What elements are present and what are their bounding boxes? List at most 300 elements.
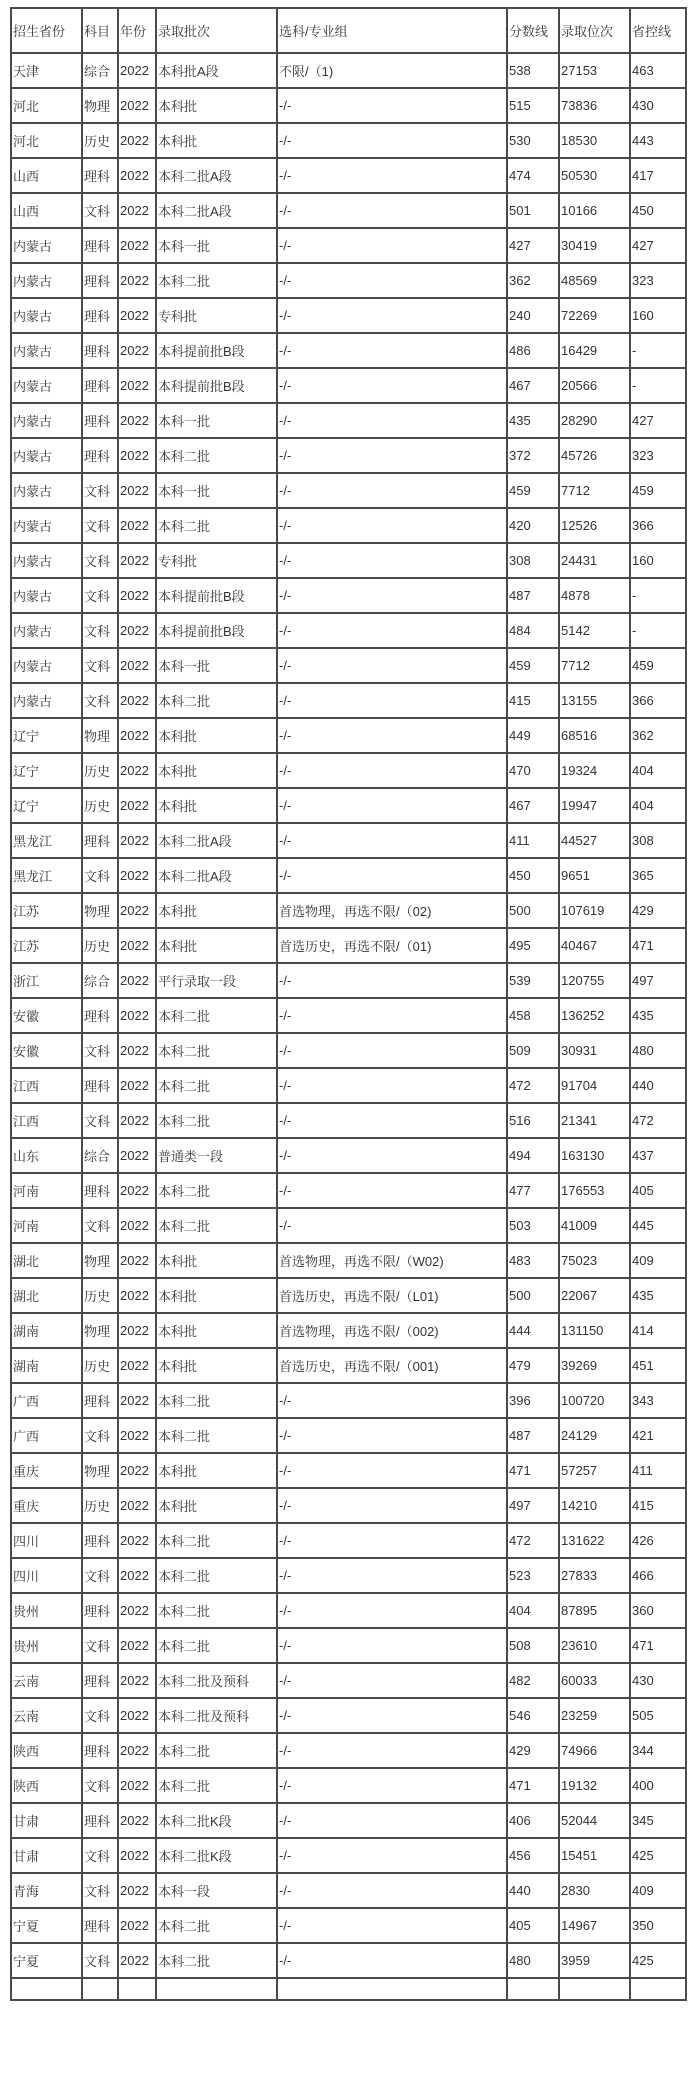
cell-province: 宁夏 xyxy=(11,1908,82,1943)
cell-subject-group: -/- xyxy=(277,543,507,578)
cell-subject-group: -/- xyxy=(277,1208,507,1243)
cell-year: 2022 xyxy=(118,1803,156,1838)
cell-rank: 16429 xyxy=(559,333,630,368)
cell-subject: 物理 xyxy=(82,1313,118,1348)
cell-control-line: 425 xyxy=(630,1943,686,1978)
cell-subject: 文科 xyxy=(82,1033,118,1068)
cell-province: 云南 xyxy=(11,1698,82,1733)
cell-control-line: 466 xyxy=(630,1558,686,1593)
cell-year: 2022 xyxy=(118,1103,156,1138)
cell-subject: 物理 xyxy=(82,1453,118,1488)
cell-rank: 27153 xyxy=(559,53,630,88)
cell-subject: 物理 xyxy=(82,893,118,928)
cell-rank: 23610 xyxy=(559,1628,630,1663)
cell-batch: 本科批 xyxy=(156,753,277,788)
cell-year: 2022 xyxy=(118,1278,156,1313)
cell-score: 500 xyxy=(507,1278,559,1313)
cell-province: 重庆 xyxy=(11,1453,82,1488)
table-row xyxy=(11,788,686,823)
cell-batch: 平行录取一段 xyxy=(156,963,277,998)
cell-control-line: 427 xyxy=(630,228,686,263)
cell-control-line: - xyxy=(630,578,686,613)
cell-province: 内蒙古 xyxy=(11,403,82,438)
header-year: 年份 xyxy=(118,8,156,53)
cell-score: 444 xyxy=(507,1313,559,1348)
cell-batch: 本科一批 xyxy=(156,473,277,508)
cell-subject-group: -/- xyxy=(277,1908,507,1943)
cell-year: 2022 xyxy=(118,648,156,683)
cell-score: 494 xyxy=(507,1138,559,1173)
cell-batch: 本科二批K段 xyxy=(156,1803,277,1838)
cell-province: 安徽 xyxy=(11,1033,82,1068)
cell-batch: 本科批 xyxy=(156,1278,277,1313)
table-row-partial xyxy=(11,1978,686,2000)
cell-year: 2022 xyxy=(118,368,156,403)
cell-rank: 120755 xyxy=(559,963,630,998)
table-row xyxy=(11,998,686,1033)
cell-control-line: 472 xyxy=(630,1103,686,1138)
table-row xyxy=(11,228,686,263)
cell-year: 2022 xyxy=(118,1873,156,1908)
table-row xyxy=(11,368,686,403)
cell-subject: 理科 xyxy=(82,333,118,368)
cell-rank: 74966 xyxy=(559,1733,630,1768)
cell-rank: 44527 xyxy=(559,823,630,858)
cell-score: 487 xyxy=(507,1418,559,1453)
cell-year: 2022 xyxy=(118,1558,156,1593)
cell-batch: 本科一段 xyxy=(156,1873,277,1908)
cell-year: 2022 xyxy=(118,1313,156,1348)
cell-control-line: 463 xyxy=(630,53,686,88)
cell-subject: 理科 xyxy=(82,1908,118,1943)
cell-rank: 20566 xyxy=(559,368,630,403)
cell-batch: 本科二批 xyxy=(156,1768,277,1803)
table-row xyxy=(11,193,686,228)
table-row xyxy=(11,578,686,613)
cell-score: 495 xyxy=(507,928,559,963)
table-row xyxy=(11,543,686,578)
cell-subject-group: -/- xyxy=(277,1873,507,1908)
cell-rank: 19132 xyxy=(559,1768,630,1803)
cell-province: 内蒙古 xyxy=(11,438,82,473)
cell-province: 重庆 xyxy=(11,1488,82,1523)
cell-control-line: - xyxy=(630,613,686,648)
cell-province: 甘肃 xyxy=(11,1803,82,1838)
cell-control-line: 480 xyxy=(630,1033,686,1068)
cell-province: 四川 xyxy=(11,1558,82,1593)
cell-batch: 本科二批K段 xyxy=(156,1838,277,1873)
table-row xyxy=(11,1068,686,1103)
cell-rank: 3959 xyxy=(559,1943,630,1978)
cell-year: 2022 xyxy=(118,1068,156,1103)
cell-control-line: 400 xyxy=(630,1768,686,1803)
cell-rank: 23259 xyxy=(559,1698,630,1733)
header-control-line: 省控线 xyxy=(630,8,686,53)
cell-batch: 本科二批 xyxy=(156,1908,277,1943)
cell-year xyxy=(118,1978,156,2000)
cell-subject-group: -/- xyxy=(277,158,507,193)
cell-province: 湖南 xyxy=(11,1313,82,1348)
cell-batch: 本科提前批B段 xyxy=(156,613,277,648)
cell-control-line: 471 xyxy=(630,928,686,963)
cell-batch: 本科批 xyxy=(156,88,277,123)
cell-year: 2022 xyxy=(118,1138,156,1173)
cell-control-line: 435 xyxy=(630,1278,686,1313)
cell-province: 内蒙古 xyxy=(11,473,82,508)
cell-control-line: 323 xyxy=(630,438,686,473)
cell-year: 2022 xyxy=(118,333,156,368)
cell-batch: 本科二批 xyxy=(156,1173,277,1208)
cell-rank: 19324 xyxy=(559,753,630,788)
cell-year: 2022 xyxy=(118,578,156,613)
cell-year: 2022 xyxy=(118,1628,156,1663)
cell-subject: 理科 xyxy=(82,1173,118,1208)
table-row xyxy=(11,1348,686,1383)
cell-year: 2022 xyxy=(118,998,156,1033)
cell-year: 2022 xyxy=(118,1243,156,1278)
table-row xyxy=(11,1698,686,1733)
cell-batch: 本科二批 xyxy=(156,1033,277,1068)
cell-rank: 13155 xyxy=(559,683,630,718)
cell-control-line: 445 xyxy=(630,1208,686,1243)
cell-rank: 9651 xyxy=(559,858,630,893)
cell-batch: 本科批 xyxy=(156,123,277,158)
cell-batch: 本科批 xyxy=(156,1243,277,1278)
cell-province: 黑龙江 xyxy=(11,823,82,858)
cell-subject: 综合 xyxy=(82,1138,118,1173)
cell-province: 贵州 xyxy=(11,1628,82,1663)
cell-province: 山东 xyxy=(11,1138,82,1173)
cell-control-line: 497 xyxy=(630,963,686,998)
cell-province: 内蒙古 xyxy=(11,298,82,333)
cell-subject-group: 首选历史，再选不限/（001) xyxy=(277,1348,507,1383)
cell-score: 458 xyxy=(507,998,559,1033)
cell-rank xyxy=(559,1978,630,2000)
cell-province: 内蒙古 xyxy=(11,263,82,298)
cell-year: 2022 xyxy=(118,53,156,88)
cell-province: 安徽 xyxy=(11,998,82,1033)
cell-subject-group: -/- xyxy=(277,1838,507,1873)
cell-control-line: 405 xyxy=(630,1173,686,1208)
cell-batch: 本科二批 xyxy=(156,1383,277,1418)
cell-subject-group: -/- xyxy=(277,88,507,123)
cell-subject: 理科 xyxy=(82,1733,118,1768)
cell-rank: 57257 xyxy=(559,1453,630,1488)
cell-score: 538 xyxy=(507,53,559,88)
table-row xyxy=(11,718,686,753)
table-row xyxy=(11,1173,686,1208)
cell-subject: 物理 xyxy=(82,88,118,123)
cell-subject: 综合 xyxy=(82,963,118,998)
table-row xyxy=(11,1628,686,1663)
cell-score: 372 xyxy=(507,438,559,473)
cell-control-line: 323 xyxy=(630,263,686,298)
table-row xyxy=(11,648,686,683)
cell-subject: 理科 xyxy=(82,403,118,438)
cell-subject-group: -/- xyxy=(277,963,507,998)
cell-score: 500 xyxy=(507,893,559,928)
cell-subject-group: -/- xyxy=(277,1453,507,1488)
cell-subject: 文科 xyxy=(82,1208,118,1243)
cell-year: 2022 xyxy=(118,158,156,193)
cell-control-line: 409 xyxy=(630,1243,686,1278)
cell-year: 2022 xyxy=(118,1663,156,1698)
cell-year: 2022 xyxy=(118,788,156,823)
cell-subject: 文科 xyxy=(82,1768,118,1803)
cell-subject: 物理 xyxy=(82,1243,118,1278)
cell-subject: 理科 xyxy=(82,1523,118,1558)
cell-year: 2022 xyxy=(118,893,156,928)
cell-year: 2022 xyxy=(118,1453,156,1488)
cell-subject-group: -/- xyxy=(277,1173,507,1208)
cell-control-line: 421 xyxy=(630,1418,686,1453)
cell-subject-group: -/- xyxy=(277,1558,507,1593)
table-row xyxy=(11,1523,686,1558)
cell-province: 内蒙古 xyxy=(11,543,82,578)
cell-subject-group: -/- xyxy=(277,123,507,158)
table-row xyxy=(11,928,686,963)
cell-batch: 本科批 xyxy=(156,1488,277,1523)
cell-subject-group: -/- xyxy=(277,298,507,333)
cell-province: 内蒙古 xyxy=(11,683,82,718)
cell-control-line: 308 xyxy=(630,823,686,858)
cell-subject-group: -/- xyxy=(277,1733,507,1768)
cell-subject xyxy=(82,1978,118,2000)
cell-score: 486 xyxy=(507,333,559,368)
table-row xyxy=(11,1943,686,1978)
cell-subject: 物理 xyxy=(82,718,118,753)
cell-rank: 18530 xyxy=(559,123,630,158)
cell-subject-group: -/- xyxy=(277,1033,507,1068)
cell-score: 429 xyxy=(507,1733,559,1768)
cell-score: 515 xyxy=(507,88,559,123)
cell-batch: 本科二批A段 xyxy=(156,858,277,893)
cell-subject: 综合 xyxy=(82,53,118,88)
cell-batch: 本科批 xyxy=(156,1348,277,1383)
cell-score: 497 xyxy=(507,1488,559,1523)
cell-subject: 文科 xyxy=(82,683,118,718)
cell-subject: 理科 xyxy=(82,438,118,473)
cell-subject: 理科 xyxy=(82,1593,118,1628)
cell-subject-group: -/- xyxy=(277,1628,507,1663)
cell-subject-group: 首选物理，再选不限/（W02) xyxy=(277,1243,507,1278)
cell-rank: 75023 xyxy=(559,1243,630,1278)
cell-score: 467 xyxy=(507,368,559,403)
cell-score: 420 xyxy=(507,508,559,543)
cell-control-line: 450 xyxy=(630,193,686,228)
cell-score: 459 xyxy=(507,648,559,683)
cell-year: 2022 xyxy=(118,683,156,718)
cell-subject: 历史 xyxy=(82,928,118,963)
cell-province: 云南 xyxy=(11,1663,82,1698)
table-row xyxy=(11,1488,686,1523)
cell-score: 435 xyxy=(507,403,559,438)
cell-year: 2022 xyxy=(118,1838,156,1873)
table-row xyxy=(11,1278,686,1313)
cell-province: 内蒙古 xyxy=(11,228,82,263)
cell-control-line: 425 xyxy=(630,1838,686,1873)
cell-batch: 本科二批 xyxy=(156,1733,277,1768)
cell-batch: 本科批 xyxy=(156,718,277,753)
cell-province: 内蒙古 xyxy=(11,333,82,368)
cell-subject-group: -/- xyxy=(277,193,507,228)
cell-province: 天津 xyxy=(11,53,82,88)
cell-score: 440 xyxy=(507,1873,559,1908)
cell-subject-group: -/- xyxy=(277,438,507,473)
cell-province: 辽宁 xyxy=(11,788,82,823)
cell-subject-group: -/- xyxy=(277,858,507,893)
cell-subject-group: -/- xyxy=(277,823,507,858)
cell-subject: 文科 xyxy=(82,1873,118,1908)
cell-province: 河北 xyxy=(11,88,82,123)
cell-subject-group: -/- xyxy=(277,1593,507,1628)
cell-rank: 107619 xyxy=(559,893,630,928)
cell-year: 2022 xyxy=(118,508,156,543)
cell-subject-group: -/- xyxy=(277,1523,507,1558)
cell-subject-group: -/- xyxy=(277,613,507,648)
cell-province: 江苏 xyxy=(11,928,82,963)
table-row xyxy=(11,1803,686,1838)
cell-subject: 理科 xyxy=(82,1663,118,1698)
cell-subject: 文科 xyxy=(82,613,118,648)
cell-subject: 理科 xyxy=(82,263,118,298)
cell-subject-group: -/- xyxy=(277,368,507,403)
table-row xyxy=(11,53,686,88)
cell-province: 贵州 xyxy=(11,1593,82,1628)
table-row xyxy=(11,1838,686,1873)
cell-rank: 24129 xyxy=(559,1418,630,1453)
cell-year: 2022 xyxy=(118,543,156,578)
cell-subject-group: -/- xyxy=(277,473,507,508)
cell-province: 湖北 xyxy=(11,1278,82,1313)
cell-score: 467 xyxy=(507,788,559,823)
cell-subject-group: 首选历史，再选不限/（L01) xyxy=(277,1278,507,1313)
cell-subject: 文科 xyxy=(82,578,118,613)
cell-subject-group: -/- xyxy=(277,1418,507,1453)
cell-province xyxy=(11,1978,82,2000)
cell-subject-group: -/- xyxy=(277,648,507,683)
cell-subject-group: -/- xyxy=(277,1768,507,1803)
cell-control-line: 437 xyxy=(630,1138,686,1173)
header-batch: 录取批次 xyxy=(156,8,277,53)
cell-subject: 文科 xyxy=(82,1628,118,1663)
cell-control-line: 459 xyxy=(630,648,686,683)
cell-batch: 本科批 xyxy=(156,1313,277,1348)
cell-control-line: 409 xyxy=(630,1873,686,1908)
cell-control-line: - xyxy=(630,333,686,368)
cell-province: 河南 xyxy=(11,1208,82,1243)
cell-score: 411 xyxy=(507,823,559,858)
cell-batch: 专科批 xyxy=(156,543,277,578)
cell-rank: 91704 xyxy=(559,1068,630,1103)
cell-score: 471 xyxy=(507,1453,559,1488)
cell-year: 2022 xyxy=(118,613,156,648)
cell-control-line: 435 xyxy=(630,998,686,1033)
cell-score: 471 xyxy=(507,1768,559,1803)
cell-year: 2022 xyxy=(118,1593,156,1628)
cell-subject: 理科 xyxy=(82,298,118,333)
cell-subject: 历史 xyxy=(82,753,118,788)
cell-control-line: 360 xyxy=(630,1593,686,1628)
cell-year: 2022 xyxy=(118,403,156,438)
cell-province: 山西 xyxy=(11,158,82,193)
cell-control-line: 350 xyxy=(630,1908,686,1943)
cell-batch: 本科二批及预科 xyxy=(156,1663,277,1698)
cell-batch: 本科二批 xyxy=(156,438,277,473)
cell-control-line: 429 xyxy=(630,893,686,928)
cell-rank: 5142 xyxy=(559,613,630,648)
cell-year: 2022 xyxy=(118,1943,156,1978)
table-row xyxy=(11,1873,686,1908)
cell-batch: 本科批 xyxy=(156,928,277,963)
table-row xyxy=(11,298,686,333)
cell-batch: 普通类一段 xyxy=(156,1138,277,1173)
cell-control-line: - xyxy=(630,368,686,403)
header-score: 分数线 xyxy=(507,8,559,53)
cell-subject-group: -/- xyxy=(277,508,507,543)
cell-province: 江苏 xyxy=(11,893,82,928)
cell-year: 2022 xyxy=(118,963,156,998)
cell-province: 辽宁 xyxy=(11,753,82,788)
cell-year: 2022 xyxy=(118,88,156,123)
cell-score: 484 xyxy=(507,613,559,648)
cell-score: 308 xyxy=(507,543,559,578)
header-rank: 录取位次 xyxy=(559,8,630,53)
cell-rank: 27833 xyxy=(559,1558,630,1593)
cell-rank: 131622 xyxy=(559,1523,630,1558)
cell-rank: 40467 xyxy=(559,928,630,963)
cell-subject-group: -/- xyxy=(277,578,507,613)
cell-rank: 4878 xyxy=(559,578,630,613)
table-row xyxy=(11,613,686,648)
cell-control-line: 459 xyxy=(630,473,686,508)
table-row xyxy=(11,1103,686,1138)
cell-score: 487 xyxy=(507,578,559,613)
cell-score: 516 xyxy=(507,1103,559,1138)
cell-score: 427 xyxy=(507,228,559,263)
cell-rank: 30419 xyxy=(559,228,630,263)
cell-subject: 文科 xyxy=(82,508,118,543)
cell-subject: 理科 xyxy=(82,158,118,193)
cell-year: 2022 xyxy=(118,298,156,333)
cell-control-line: 440 xyxy=(630,1068,686,1103)
table-row xyxy=(11,158,686,193)
cell-control-line: 344 xyxy=(630,1733,686,1768)
cell-subject-group: -/- xyxy=(277,403,507,438)
cell-subject: 历史 xyxy=(82,1488,118,1523)
cell-subject-group: -/- xyxy=(277,1488,507,1523)
cell-subject: 理科 xyxy=(82,1068,118,1103)
cell-score: 530 xyxy=(507,123,559,158)
cell-year: 2022 xyxy=(118,1523,156,1558)
cell-control-line: 443 xyxy=(630,123,686,158)
table-body xyxy=(11,53,686,2000)
cell-year: 2022 xyxy=(118,1208,156,1243)
cell-province: 湖北 xyxy=(11,1243,82,1278)
cell-batch: 本科二批 xyxy=(156,1068,277,1103)
cell-rank: 12526 xyxy=(559,508,630,543)
table-row xyxy=(11,1733,686,1768)
cell-rank: 24431 xyxy=(559,543,630,578)
cell-rank: 22067 xyxy=(559,1278,630,1313)
header-subject: 科目 xyxy=(82,8,118,53)
cell-batch: 专科批 xyxy=(156,298,277,333)
cell-province: 河南 xyxy=(11,1173,82,1208)
cell-province: 陕西 xyxy=(11,1733,82,1768)
cell-score: 362 xyxy=(507,263,559,298)
cell-year: 2022 xyxy=(118,193,156,228)
cell-subject: 理科 xyxy=(82,1803,118,1838)
